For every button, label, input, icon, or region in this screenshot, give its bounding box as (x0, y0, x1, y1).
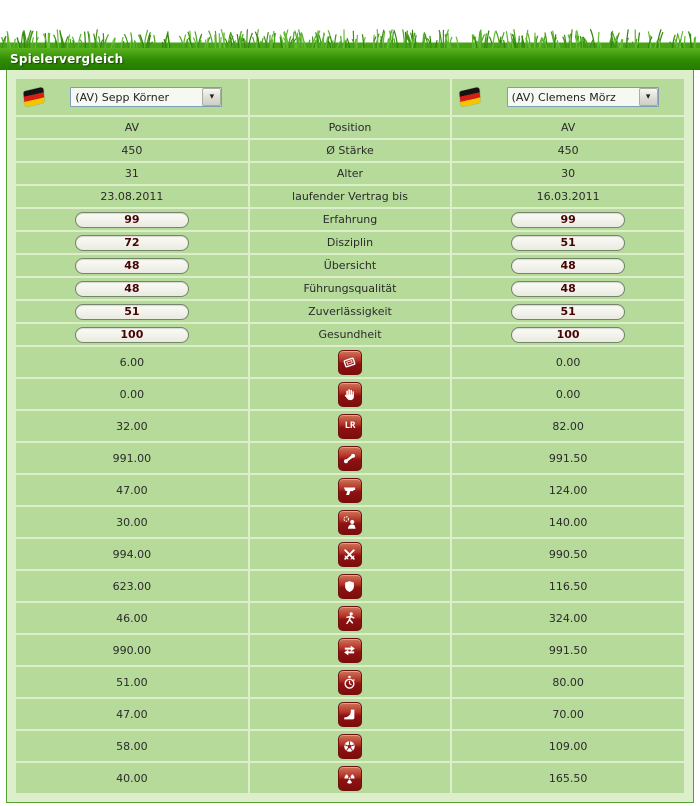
rating-value: 48 (560, 281, 576, 295)
rating-bar (511, 258, 625, 274)
info-right-value: 450 (452, 140, 684, 161)
stat-left-value: 32.00 (16, 411, 248, 441)
rating-bar (75, 212, 189, 228)
rating-bar (75, 258, 189, 274)
radiation-icon (338, 766, 362, 791)
rating-value: 51 (560, 304, 576, 318)
boot-icon (338, 702, 362, 727)
info-label: Position (250, 117, 450, 138)
stat-right-value: 324.00 (452, 603, 684, 633)
rating-bar-cell (452, 209, 684, 230)
stat-right-value: 0.00 (452, 347, 684, 377)
stat-left-value: 990.00 (16, 635, 248, 665)
player-right-select[interactable] (507, 87, 659, 107)
info-left-value: AV (16, 117, 248, 138)
stat-icon-cell (250, 699, 450, 729)
rating-bar (511, 327, 625, 343)
rating-bar (75, 281, 189, 297)
pistol-icon (338, 478, 362, 503)
stat-right-value: 80.00 (452, 667, 684, 697)
germany-flag-icon (459, 87, 481, 107)
stat-left-value: 30.00 (16, 507, 248, 537)
player-left-select[interactable] (70, 87, 222, 107)
stat-left-value: 46.00 (16, 603, 248, 633)
grass-strip (0, 26, 700, 48)
header-play-icon (338, 510, 362, 535)
stat-left-value: 58.00 (16, 731, 248, 761)
rating-bar-cell (452, 255, 684, 276)
stat-left-value: 51.00 (16, 667, 248, 697)
stat-right-value: 0.00 (452, 379, 684, 409)
chevron-down-icon: ▾ (639, 88, 658, 106)
rating-bar (511, 212, 625, 228)
rating-label: Übersicht (250, 255, 450, 276)
player-right-select-wrap (507, 87, 659, 107)
stat-right-value: 990.50 (452, 539, 684, 569)
rating-bar (75, 327, 189, 343)
stat-right-value: 82.00 (452, 411, 684, 441)
rating-value: 51 (124, 304, 140, 318)
rating-bar-cell (16, 209, 248, 230)
rating-bar-cell (16, 324, 248, 345)
stat-icon-cell (250, 731, 450, 761)
rating-bar-cell (452, 301, 684, 322)
stat-right-value: 70.00 (452, 699, 684, 729)
rating-bar-cell (16, 232, 248, 253)
rating-label: Führungsqualität (250, 278, 450, 299)
rating-bar (75, 235, 189, 251)
page-title-label: Spielervergleich (10, 52, 124, 66)
rating-bar-cell (452, 324, 684, 345)
page-title (0, 48, 700, 70)
rating-value: 51 (560, 235, 576, 249)
rating-label: Zuverlässigkeit (250, 301, 450, 322)
stat-icon-cell (250, 411, 450, 441)
info-left-value: 31 (16, 163, 248, 184)
rating-value: 100 (120, 327, 144, 341)
info-right-value: 30 (452, 163, 684, 184)
rating-bar-cell (16, 255, 248, 276)
rating-bar-cell (16, 278, 248, 299)
player-left-selector-cell (16, 79, 248, 115)
rating-bar (75, 304, 189, 320)
stat-left-value: 991.00 (16, 443, 248, 473)
hand-icon (338, 382, 362, 407)
rating-label: Gesundheit (250, 324, 450, 345)
rating-bar (511, 281, 625, 297)
stat-icon-cell (250, 603, 450, 633)
rating-value: 48 (124, 258, 140, 272)
rating-value: 99 (124, 212, 140, 226)
stat-left-value: 623.00 (16, 571, 248, 601)
left-right-foot-icon (338, 414, 362, 439)
stat-icon-cell (250, 507, 450, 537)
info-left-value: 23.08.2011 (16, 186, 248, 207)
swap-arrows-icon (338, 638, 362, 663)
rating-label: Disziplin (250, 232, 450, 253)
player-right-selector-cell (452, 79, 684, 115)
stat-left-value: 40.00 (16, 763, 248, 793)
stat-left-value: 994.00 (16, 539, 248, 569)
chevron-down-icon: ▾ (202, 88, 221, 106)
stat-icon-cell (250, 667, 450, 697)
card-icon (338, 350, 362, 375)
stopwatch-icon (338, 670, 362, 695)
stat-right-value: 140.00 (452, 507, 684, 537)
rating-value: 99 (560, 212, 576, 226)
stat-right-value: 109.00 (452, 731, 684, 761)
dumbbell-icon (338, 446, 362, 471)
info-label: Alter (250, 163, 450, 184)
rating-value: 100 (556, 327, 580, 341)
stat-icon-cell (250, 635, 450, 665)
soccer-ball-icon (338, 734, 362, 759)
page-top-margin (0, 0, 700, 26)
stat-icon-cell (250, 571, 450, 601)
info-right-value: 16.03.2011 (452, 186, 684, 207)
rating-bar (511, 304, 625, 320)
info-right-value: AV (452, 117, 684, 138)
rating-label: Erfahrung (250, 209, 450, 230)
left-right-label: LR (344, 421, 356, 431)
rating-bar-cell (16, 301, 248, 322)
comparison-table (16, 79, 684, 793)
crossed-swords-icon (338, 542, 362, 567)
germany-flag-icon (23, 87, 45, 107)
rating-bar-cell (452, 278, 684, 299)
player-left-select-wrap (70, 87, 222, 107)
stat-right-value: 165.50 (452, 763, 684, 793)
info-label: laufender Vertrag bis (250, 186, 450, 207)
stat-icon-cell (250, 475, 450, 505)
rating-value: 72 (124, 235, 140, 249)
shield-icon (338, 574, 362, 599)
stat-icon-cell (250, 443, 450, 473)
rating-bar (511, 235, 625, 251)
runner-icon (338, 606, 362, 631)
stat-icon-cell (250, 347, 450, 377)
comparison-panel (6, 70, 694, 803)
stat-icon-cell (250, 763, 450, 793)
rating-bar-cell (452, 232, 684, 253)
rating-value: 48 (124, 281, 140, 295)
stat-icon-cell (250, 539, 450, 569)
stat-icon-cell (250, 379, 450, 409)
stat-left-value: 6.00 (16, 347, 248, 377)
info-left-value: 450 (16, 140, 248, 161)
stat-right-value: 116.50 (452, 571, 684, 601)
stat-left-value: 47.00 (16, 475, 248, 505)
stat-right-value: 991.50 (452, 635, 684, 665)
stat-right-value: 124.00 (452, 475, 684, 505)
stat-left-value: 47.00 (16, 699, 248, 729)
selector-spacer-cell (250, 79, 450, 115)
stat-left-value: 0.00 (16, 379, 248, 409)
info-label: Ø Stärke (250, 140, 450, 161)
rating-value: 48 (560, 258, 576, 272)
stat-right-value: 991.50 (452, 443, 684, 473)
